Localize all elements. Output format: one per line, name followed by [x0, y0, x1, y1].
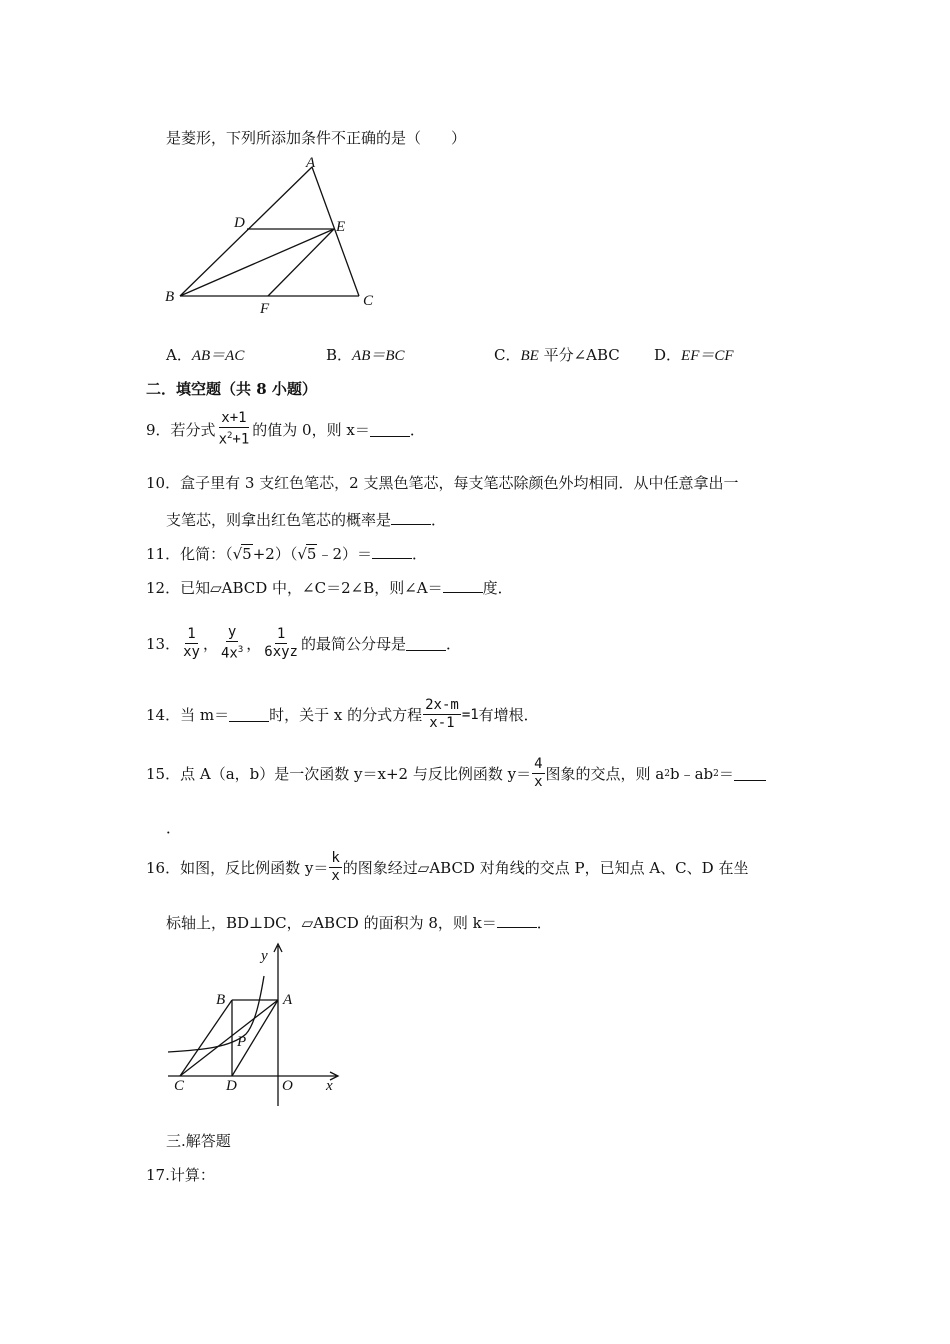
q11-answer-blank[interactable] [372, 544, 412, 559]
label-d: D [226, 1078, 237, 1094]
label-c: C [363, 293, 374, 309]
label-p: P [237, 1034, 247, 1050]
label-o: O [282, 1078, 293, 1094]
question-12: 12．已知▱ABCD 中，∠C＝2∠B，则∠A＝ 度． [146, 579, 513, 597]
q14-answer-blank[interactable] [229, 707, 269, 722]
q13-fraction-3: $\frac{1}{\text{6xyz}}$ [264, 625, 298, 660]
q16-answer-blank[interactable] [497, 913, 537, 928]
label-b: B [165, 289, 175, 305]
q15-answer-blank[interactable] [734, 766, 766, 781]
q13-answer-blank[interactable] [406, 636, 446, 651]
q15-fraction: $\frac{4}{x}$ [534, 756, 543, 790]
q15-end-mark: ． [166, 819, 182, 837]
q9-answer-blank[interactable] [370, 422, 410, 437]
question-17: 17.计算： [146, 1166, 215, 1184]
question-15: 15． 点 A（a，b）是一次函数 y＝x+2 与反比例函数 y＝ $\frac{4}{x}$ 图象的交点，则 a 2 b﹣ab 2 ＝ [146, 756, 766, 791]
label-f: F [260, 301, 270, 317]
q16-coordinate-figure [160, 938, 350, 1110]
q13-fraction-2: $\frac{y}{4x^3}$ [220, 624, 244, 662]
label-e: E [336, 219, 346, 235]
seg-bc [180, 1000, 232, 1076]
label-a: A [283, 992, 293, 1008]
q8-triangle-figure [160, 155, 390, 325]
label-y: y [261, 948, 268, 964]
q14-fraction: $\frac{2x-m}{x-1}$ [425, 697, 459, 731]
question-16-line-1: 16． 如图，反比例函数 y＝ $\frac{k}{x}$ 的图象经过▱ABCD 对角线的交点 P，已知点 A、C、D 在坐 [146, 850, 749, 884]
q8-stem: 是菱形，下列所添加条件不正确的是（ ） [166, 129, 467, 147]
hyperbola-curve [168, 976, 264, 1052]
label-c: C [174, 1078, 185, 1094]
question-13: 13． $\frac{1}{xy}$ ， $\frac{y}{4x^3}$ ， $\frac{1}{\text{6xyz}}$ 的最简公分母是 ． [146, 624, 462, 662]
q13-fraction-1: $\frac{1}{xy}$ [183, 625, 200, 660]
label-a: A [306, 155, 316, 171]
q10-answer-blank[interactable] [391, 510, 431, 525]
section-3-title: 三.解答题 [166, 1132, 231, 1150]
question-10-line-1: 10．盒子里有 3 支红色笔芯，2 支黑色笔芯，每支笔芯除颜色外均相同．从中任意拿出一 [146, 474, 739, 492]
q8-option-c: C．BE 平分∠ABC [494, 346, 620, 364]
q9-fraction: $\frac{x+1}{x^2+1}$ [218, 410, 250, 448]
seg-ac [180, 1000, 278, 1076]
question-14: 14． 当 m＝ 时，关于 x 的分式方程 $\frac{2x-m}{x-1}$ =1 有增根． [146, 697, 539, 731]
section-2-title: 二．填空题（共 8 小题） [146, 380, 317, 398]
label-x: x [326, 1078, 333, 1094]
q12-answer-blank[interactable] [443, 578, 483, 593]
seg-ef [268, 229, 334, 296]
question-16-line-2: 标轴上，BD⊥DC，▱ABCD 的面积为 8，则 k＝ ． [166, 914, 552, 932]
q16-fraction: $\frac{k}{x}$ [331, 850, 340, 884]
question-9: 9． 若分式 $\frac{x+1}{x^2+1}$ 的值为 0，则 x＝ ． [146, 410, 425, 448]
label-b: B [216, 992, 226, 1008]
seg-ab [180, 167, 312, 296]
q8-option-d: D．EF＝CF [654, 346, 734, 364]
label-d: D [234, 215, 245, 231]
q8-option-b: B．AB＝BC [326, 346, 405, 364]
question-10-line-2: 支笔芯，则拿出红色笔芯的概率是 ． [166, 511, 447, 529]
question-11: 11．化简：（√5+2）（√5﹣2）＝ ． [146, 545, 428, 563]
seg-be [180, 229, 334, 296]
q8-option-a: A．AB＝AC [166, 346, 245, 364]
